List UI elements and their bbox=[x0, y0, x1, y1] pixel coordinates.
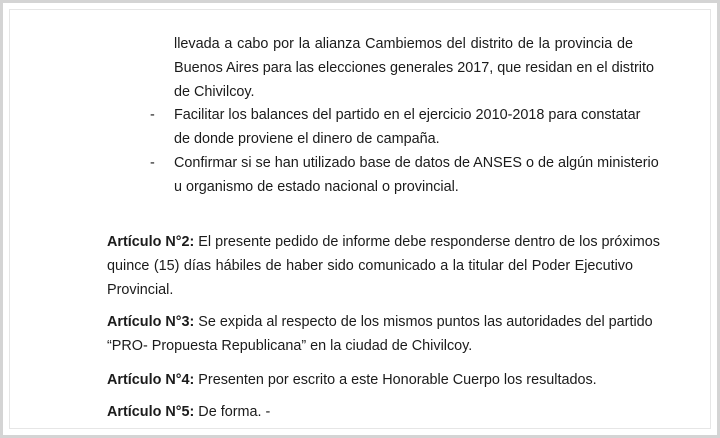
bullet-marker: - bbox=[150, 107, 155, 123]
list-item-continuation-line-3: de Chivilcoy. bbox=[174, 84, 255, 100]
article-2-label: Artículo N°2: bbox=[107, 234, 195, 250]
article-3-text: Se expida al respecto de los mismos puntos las autoridades del partido bbox=[194, 314, 653, 330]
bullet-marker: - bbox=[150, 155, 155, 171]
article-3-line-2: “PRO- Propuesta Republicana” en la ciudad de Chivilcoy. bbox=[107, 338, 473, 354]
article-4-text: Presenten por escrito a este Honorable Cuerpo los resultados. bbox=[194, 372, 597, 388]
article-2-line-1 bbox=[107, 233, 660, 251]
bullet-2-line-1: Confirmar si se han utilizado base de datos de ANSES o de algún ministerio bbox=[174, 155, 659, 171]
bullet-1-line-2: de donde proviene el dinero de campaña. bbox=[174, 131, 440, 147]
article-3-label: Artículo N°3: bbox=[107, 314, 195, 330]
bullet-2-line-2: u organismo de estado nacional o provincial. bbox=[174, 179, 459, 195]
article-2-line-2: quince (15) días hábiles de haber sido comunicado a la titular del Poder Ejecutivo bbox=[107, 258, 633, 274]
article-5-text: De forma. - bbox=[194, 404, 271, 420]
bullet-1-line-1: Facilitar los balances del partido en el ejercicio 2010-2018 para constatar bbox=[174, 107, 641, 123]
list-item-continuation-line-1: llevada a cabo por la alianza Cambiemos del distrito de la provincia de bbox=[174, 36, 633, 52]
article-4-line-1 bbox=[107, 371, 597, 389]
article-2-text: El presente pedido de informe debe responderse dentro de los próximos bbox=[194, 234, 660, 250]
article-2-line-3: Provincial. bbox=[107, 282, 174, 298]
article-3-line-1 bbox=[107, 313, 653, 331]
article-4-label: Artículo N°4: bbox=[107, 372, 195, 388]
list-item-continuation-line-2: Buenos Aires para las elecciones generales 2017, que residan en el distrito bbox=[174, 60, 654, 76]
article-5-label: Artículo N°5: bbox=[107, 404, 195, 420]
article-5-line-1 bbox=[107, 403, 270, 421]
